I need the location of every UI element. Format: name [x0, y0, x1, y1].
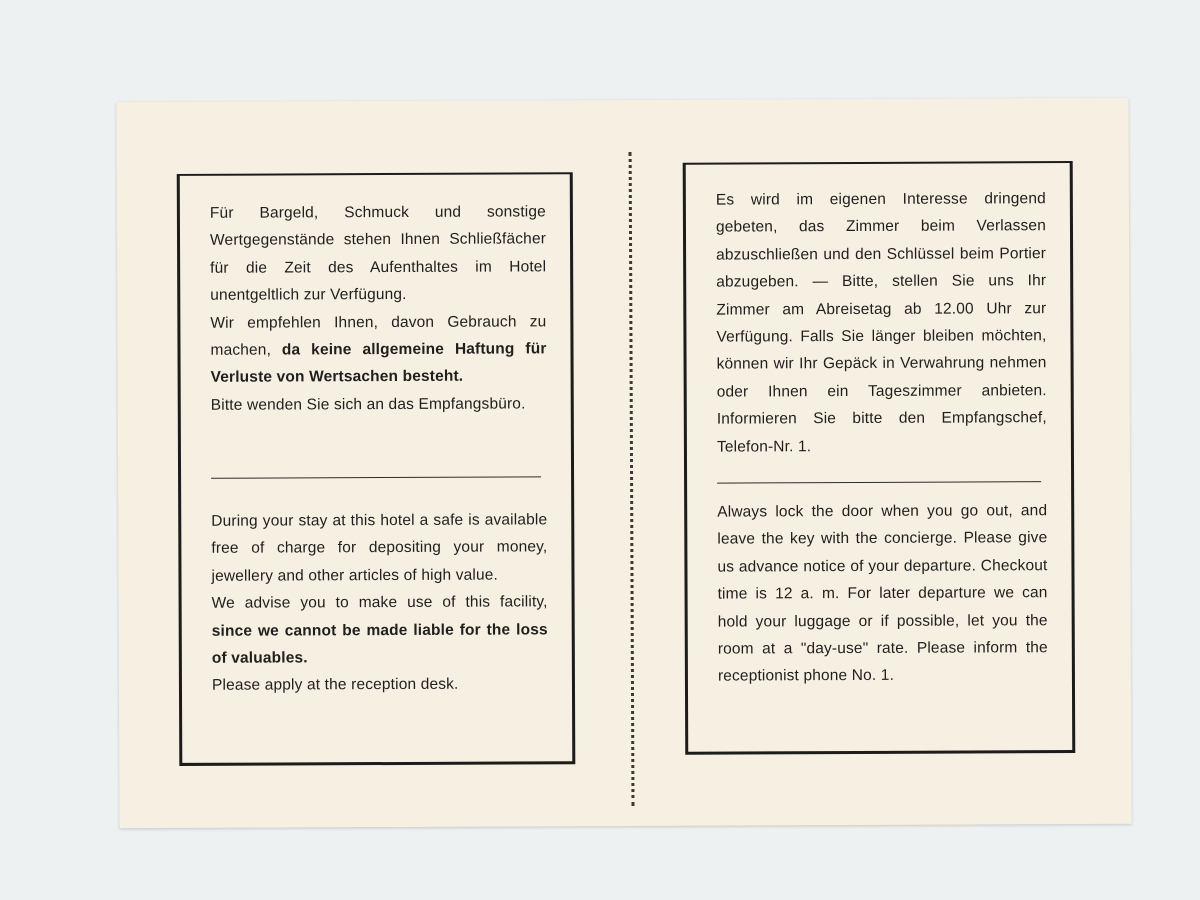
- english-valuables-contact: Please apply at the reception desk.: [211, 676, 459, 695]
- english-room-paragraph: Always lock the door when you go out, and leave the key with the concierge. Please give us advance notice of your departure. Checkout time is 12 a. m. For later departure we can hold your luggage or if possible, let you the room at a "day-use" rate. Please inform the receptionist phone No. 1.: [717, 502, 1048, 686]
- german-valuables-advice: Wir empfehlen Ihnen, davon Gebrauch zu machen,: [210, 312, 547, 359]
- english-valuables-text: [211, 506, 548, 699]
- german-valuables-text: [210, 198, 547, 419]
- language-divider: [211, 476, 541, 478]
- english-valuables-liability: since we cannot be made liable for the loss of valuables.: [211, 620, 548, 667]
- english-valuables-advice: We advise you to make use of this facility,: [211, 593, 548, 613]
- fold-perforation-line: [629, 152, 635, 806]
- hotel-notice-card: [116, 98, 1131, 828]
- valuables-notice-panel: [177, 172, 576, 766]
- english-room-text: [717, 497, 1048, 690]
- german-valuables-contact: Bitte wenden Sie sich an das Empfangsbüro.: [210, 395, 526, 414]
- german-valuables-liability: da keine allgemeine Haftung für Verluste von Wertsachen besteht.: [210, 340, 547, 387]
- german-valuables-intro: Für Bargeld, Schmuck und sonstige Wertgegenstände stehen Ihnen Schließfächer für die Zeit des Aufenthaltes im Hotel unentgeltlich zur Verfügung.: [209, 203, 547, 305]
- german-room-text: [716, 185, 1047, 460]
- english-valuables-intro: During your stay at this hotel a safe is available free of charge for depositing your money, jewellery and other articles of high value.: [211, 511, 548, 585]
- language-divider: [717, 481, 1041, 483]
- room-notice-panel: [683, 161, 1076, 755]
- german-room-paragraph: Es wird im eigenen Interesse dringend gebeten, das Zimmer beim Verlassen abzuschließen und den Schlüssel beim Portier abzugeben. — Bitte, stellen Sie uns Ihr Zimmer am Abreisetag ab 12.00 Uhr zur Verfügung. Falls Sie länger bleiben möchten, können wir Ihr Gepäck in Verwahrung nehmen oder Ihnen ein Tageszimmer anbieten. Informieren Sie bitte den Empfangschef, Telefon-Nr. 1.: [715, 190, 1047, 456]
